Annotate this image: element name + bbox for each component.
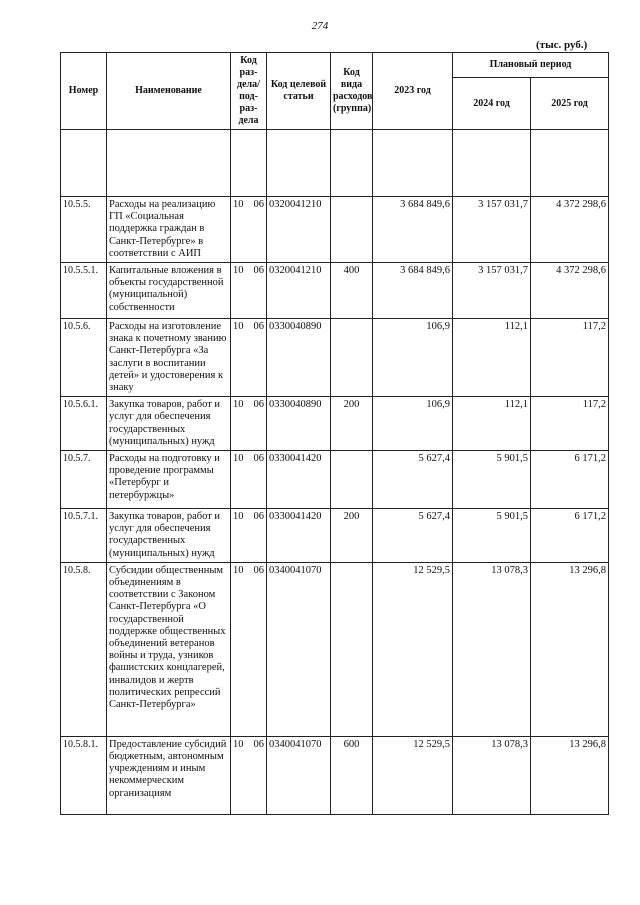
row-number: 10.5.6. [61, 319, 107, 397]
header-number: Номер [61, 53, 107, 130]
row-amount-2023: 12 529,5 [373, 562, 453, 736]
row-expense-code [331, 451, 373, 509]
row-number: 10.5.8. [61, 562, 107, 736]
table-row [61, 319, 609, 397]
row-section-code [231, 451, 267, 509]
row-number: 10.5.7.1. [61, 509, 107, 563]
row-number: 10.5.5.1. [61, 263, 107, 319]
row-amount-2024: 5 901,5 [453, 509, 531, 563]
row-name: Закупка товаров, работ и услуг для обеспечения государственных (муниципальных) нужд [107, 509, 231, 563]
row-section: 10 [233, 399, 244, 411]
row-amount-2025: 13 296,8 [531, 562, 609, 736]
row-name: Предоставление субсидий бюджетным, автономным учреждениям и иным некоммерческим организациям [107, 736, 231, 814]
row-name: Расходы на изготовление знака к почетному званию Санкт-Петербурга «За заслуги в воспитании детей» и удостоверения к знаку [107, 319, 231, 397]
row-target-code: 0330041420 [267, 451, 331, 509]
row-section: 10 [233, 265, 244, 277]
row-amount-2025: 6 171,2 [531, 451, 609, 509]
row-amount-2024: 5 901,5 [453, 451, 531, 509]
budget-table [60, 52, 609, 815]
row-subsection: 06 [253, 399, 264, 411]
row-expense-code: 200 [331, 509, 373, 563]
row-subsection: 06 [253, 321, 264, 333]
table-body [61, 197, 609, 815]
row-name: Закупка товаров, работ и услуг для обеспечения государственных (муниципальных) нужд [107, 397, 231, 451]
row-subsection: 06 [253, 265, 264, 277]
row-subsection: 06 [253, 738, 264, 750]
row-amount-2023: 5 627,4 [373, 509, 453, 563]
row-section-code [231, 562, 267, 736]
header-2024: 2024 год [453, 78, 531, 130]
row-target-code: 0340041070 [267, 736, 331, 814]
row-section-code [231, 263, 267, 319]
row-section: 10 [233, 511, 244, 523]
row-expense-code: 600 [331, 736, 373, 814]
row-amount-2024: 3 157 031,7 [453, 263, 531, 319]
row-name: Расходы на подготовку и проведение программы «Петербург и петербуржцы» [107, 451, 231, 509]
row-amount-2024: 13 078,3 [453, 562, 531, 736]
row-amount-2023: 3 684 849,6 [373, 263, 453, 319]
row-section-code [231, 736, 267, 814]
row-amount-2023: 12 529,5 [373, 736, 453, 814]
row-expense-code: 200 [331, 397, 373, 451]
row-section: 10 [233, 199, 244, 210]
row-target-code: 0330041420 [267, 509, 331, 563]
row-amount-2025: 4 372 298,6 [531, 263, 609, 319]
header-spacer-row [61, 130, 609, 197]
row-amount-2023: 5 627,4 [373, 451, 453, 509]
row-section: 10 [233, 738, 244, 750]
table-row [61, 736, 609, 814]
row-expense-code [331, 319, 373, 397]
row-target-code: 0330040890 [267, 397, 331, 451]
row-expense-code [331, 562, 373, 736]
row-target-code: 0320041210 [267, 197, 331, 263]
table-row [61, 509, 609, 563]
header-plan-period: Плановый период [453, 53, 609, 78]
table-row [61, 197, 609, 263]
row-amount-2025: 117,2 [531, 397, 609, 451]
row-name: Капитальные вложения в объекты государственной (муниципальной) собственности [107, 263, 231, 319]
table-row [61, 397, 609, 451]
header-2023: 2023 год [373, 53, 453, 130]
row-section: 10 [233, 453, 244, 465]
row-section-code [231, 397, 267, 451]
row-amount-2024: 112,1 [453, 319, 531, 397]
row-amount-2025: 6 171,2 [531, 509, 609, 563]
row-expense-code [331, 197, 373, 263]
row-amount-2025: 13 296,8 [531, 736, 609, 814]
header-expense: Код вида расходов (группа) [331, 53, 373, 130]
row-target-code: 0330040890 [267, 319, 331, 397]
header-name: Наименование [107, 53, 231, 130]
header-2025: 2025 год [531, 78, 609, 130]
row-number: 10.5.8.1. [61, 736, 107, 814]
row-section-code [231, 319, 267, 397]
row-name: Субсидии общественным объединениям в соответствии с Законом Санкт-Петербурга «О государственной поддержке общественных объединений ветеранов войны и труда, узников фашистских концлагерей, инвалидов и жертв политических репрессий Санкт-Петербурга» [107, 562, 231, 736]
table-row [61, 263, 609, 319]
table-row [61, 451, 609, 509]
row-subsection: 06 [253, 511, 264, 523]
row-section-code [231, 197, 267, 263]
row-subsection: 06 [253, 453, 264, 465]
row-number: 10.5.6.1. [61, 397, 107, 451]
row-amount-2024: 3 157 031,7 [453, 197, 531, 263]
row-section-code [231, 509, 267, 563]
header-target: Код целевой статьи [267, 53, 331, 130]
row-subsection: 06 [253, 199, 264, 210]
row-expense-code: 400 [331, 263, 373, 319]
page-number: 274 [311, 20, 329, 32]
row-section: 10 [233, 564, 244, 576]
row-target-code: 0340041070 [267, 562, 331, 736]
row-section: 10 [233, 321, 244, 333]
row-name: Расходы на реализацию ГП «Социальная поддержка граждан в Санкт-Петербурге» в соответствии с АИП [107, 197, 231, 263]
row-amount-2024: 13 078,3 [453, 736, 531, 814]
header-section: Код раз-дела/ под-раз-дела [231, 53, 267, 130]
row-target-code: 0320041210 [267, 263, 331, 319]
row-amount-2025: 4 372 298,6 [531, 197, 609, 263]
row-amount-2023: 3 684 849,6 [373, 197, 453, 263]
row-amount-2024: 112,1 [453, 397, 531, 451]
table-row [61, 562, 609, 736]
row-number: 10.5.5. [61, 197, 107, 263]
row-subsection: 06 [253, 564, 264, 576]
units-label: (тыс. руб.) [536, 39, 588, 51]
row-amount-2023: 106,9 [373, 319, 453, 397]
row-number: 10.5.7. [61, 451, 107, 509]
row-amount-2025: 117,2 [531, 319, 609, 397]
row-amount-2023: 106,9 [373, 397, 453, 451]
